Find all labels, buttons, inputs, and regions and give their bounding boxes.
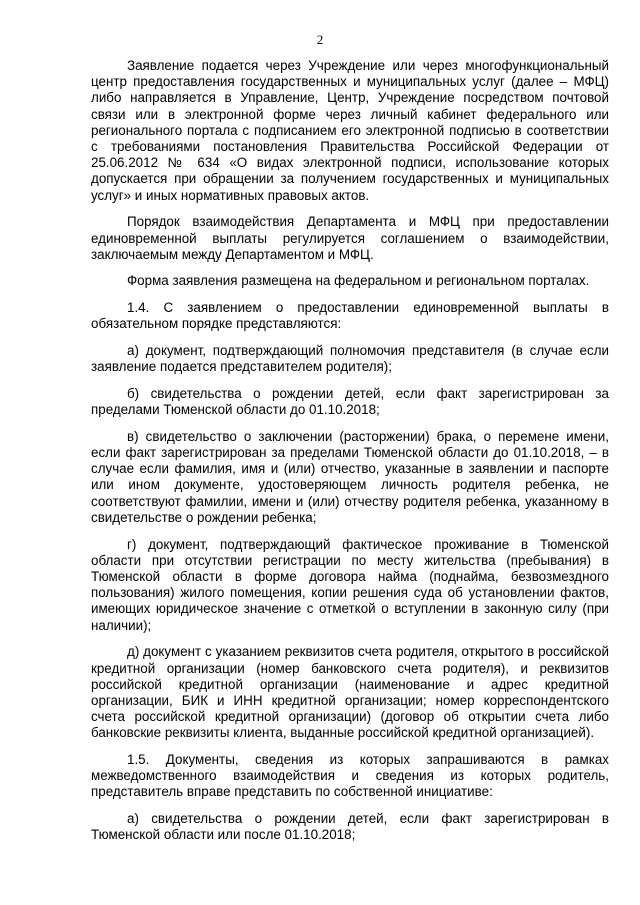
document-body [91, 58, 609, 844]
paragraph-interaction-order: Порядок взаимодействия Департамента и МФЦ при предоставлении единовременной выплаты регулируется соглашением о взаимодействии, заключаемым между Департаментом и МФЦ. [91, 214, 609, 262]
paragraph-section-1-4: 1.4. С заявлением о предоставлении единовременной выплаты в обязательном порядке представляются: [91, 300, 609, 332]
list-item-a: а) документ, подтверждающий полномочия представителя (в случае если заявление подается представителем родителя); [91, 343, 609, 375]
paragraph-submission: Заявление подается через Учреждение или через многофункциональный центр предоставления государственных и муниципальных услуг (далее – МФЦ) либо направляется в Управление, Центр, Учреждение посредством почтовой связи или в электронной форме через личный кабинет федерального или регионального портала с подписанием его электронной подписью в соответствии с требованиями постановления Правительства Российской Федерации от 25.06.2012 № 634 «О видах электронной подписи, использование которых допускается при обращении за получением государственных и муниципальных услуг» и иных нормативных правовых актов. [91, 58, 609, 203]
list-item-a-2: а) свидетельства о рождении детей, если факт зарегистрирован в Тюменской области или после 01.10.2018; [91, 811, 609, 843]
list-item-v: в) свидетельство о заключении (расторжении) брака, о перемене имени, если факт зарегистрирован за пределами Тюменской области до 01.10.2018, – в случае если фамилия, имя и (или) отчество, указанные в заявлении и паспорте или ином документе, удостоверяющем личность родителя ребенка, не соответствуют фамилии, имени и (или) отчеству родителя ребенка, указанному в свидетельстве о рождении ребенка; [91, 428, 609, 525]
paragraph-section-1-5: 1.5. Документы, сведения из которых запрашиваются в рамках межведомственного взаимодействия и сведения из которых родитель, представитель вправе представить по собственной инициативе: [91, 752, 609, 800]
list-item-d: д) документ с указанием реквизитов счета родителя, открытого в российской кредитной организации (номер банковского счета родителя), и реквизитов российской кредитной организации (наименование и адрес кредитной организации, БИК и ИНН кредитной организации; номер корреспондентского счета российской кредитной организации) (договор об открытии счета либо банковские реквизиты клиента, выданные российской кредитной организацией). [91, 644, 609, 741]
page-number: 2 [316, 32, 324, 47]
list-item-b: б) свидетельства о рождении детей, если факт зарегистрирован за пределами Тюменской области до 01.10.2018; [91, 385, 609, 418]
list-item-g: г) документ, подтверждающий фактическое проживание в Тюменской области при отсутствии регистрации по месту жительства (пребывания) в Тюменской области в форме договора найма (поднайма, безвозмездного пользования) жилого помещения, копии решения суда об установлении фактов, имеющих юридическое значение с отметкой о вступлении в законную силу (при наличии); [91, 536, 609, 633]
paragraph-application-form: Форма заявления размещена на федеральном и региональном порталах. [127, 273, 590, 289]
